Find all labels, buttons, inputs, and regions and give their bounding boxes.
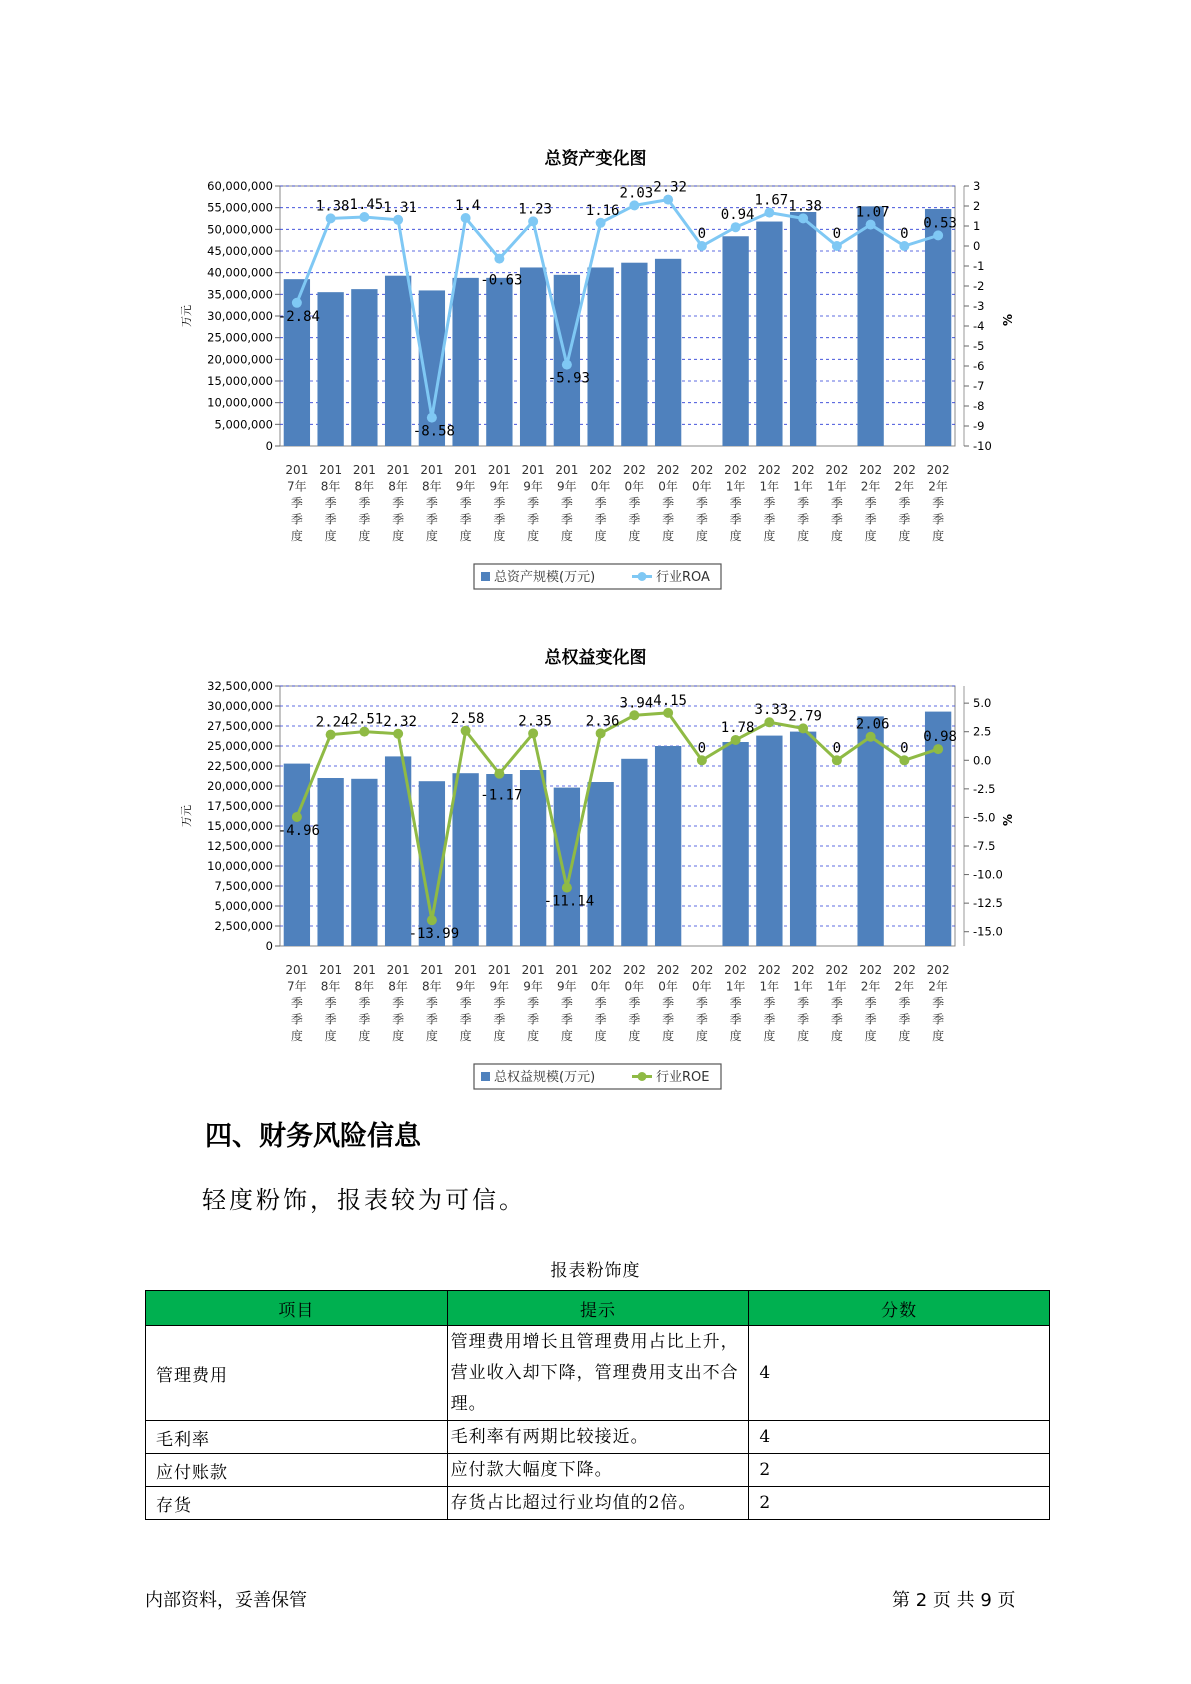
header-score: 分数 [749, 1291, 1050, 1326]
line-point [562, 360, 572, 370]
y2-tick-label: 0.0 [973, 753, 992, 768]
y-tick-label: 17,500,000 [207, 799, 273, 813]
data-label: 2.35 [518, 713, 552, 730]
x-tick-label: 201 9年季季度 [454, 463, 478, 543]
y2-tick-label: -10 [973, 439, 992, 453]
bar [587, 267, 613, 446]
data-label: 3.94 [619, 695, 654, 712]
x-tick-label: 201 9年季季度 [521, 463, 545, 543]
y2-tick-label: -7.5 [973, 839, 996, 853]
data-label: 1.67 [754, 192, 789, 209]
data-label: 3.33 [754, 702, 789, 719]
line-point [326, 730, 336, 740]
line-point [832, 755, 842, 765]
x-tick-label: 202 2年季季度 [926, 963, 950, 1043]
y2-tick-label: 5.0 [973, 696, 992, 711]
legend-bar-swatch [481, 572, 490, 581]
bar [655, 746, 681, 946]
row-score: 4 [749, 1326, 1050, 1421]
line-point [596, 728, 606, 738]
data-label: 0 [900, 226, 909, 242]
line-point [596, 218, 606, 228]
table-row [146, 1487, 1050, 1520]
data-label: 2.24 [315, 714, 350, 731]
row-hint: 管理费用增长且管理费用占比上升，营业收入却下降，管理费用支出不合理。 [447, 1326, 749, 1421]
y-tick-label: 20,000,000 [207, 779, 273, 793]
y-tick-label: 55,000,000 [207, 200, 273, 215]
line-point [663, 708, 673, 718]
x-tick-label: 202 1年季季度 [791, 463, 815, 543]
data-label: 1.38 [788, 198, 822, 215]
y-tick-label: 25,000,000 [207, 739, 273, 753]
y2-tick-label: -10.0 [973, 867, 1003, 882]
y-tick-label: 45,000,000 [207, 244, 273, 258]
bar [486, 278, 512, 446]
row-score: 2 [749, 1487, 1050, 1520]
data-label: 4.15 [653, 692, 687, 709]
y-tick-label: 30,000,000 [207, 309, 273, 323]
line-point [393, 215, 403, 225]
row-hint: 毛利率有两期比较接近。 [447, 1421, 749, 1454]
data-label: 0 [832, 226, 842, 242]
x-tick-label: 201 8年季季度 [352, 963, 376, 1043]
table-row [146, 1454, 1050, 1487]
x-tick-label: 202 0年季季度 [656, 463, 680, 543]
y-tick-label: 30,000,000 [207, 699, 273, 713]
line-point [393, 729, 403, 739]
y-tick-label: 5,000,000 [214, 899, 273, 913]
line-point [461, 726, 471, 736]
y2-tick-label: -9 [973, 419, 985, 433]
window-dressing-table [145, 1290, 1050, 1520]
bar [621, 759, 647, 946]
y-tick-label: 0 [265, 939, 273, 953]
y2-tick-label: 2 [973, 199, 981, 213]
y2-tick-label: 0 [973, 239, 981, 253]
row-score: 2 [749, 1454, 1050, 1487]
x-tick-label: 202 1年季季度 [825, 963, 849, 1043]
line-point [292, 298, 302, 308]
bar [790, 732, 816, 946]
data-label: 1.31 [383, 199, 417, 216]
x-tick-label: 201 9年季季度 [487, 463, 511, 543]
x-tick-label: 201 8年季季度 [420, 963, 444, 1043]
line-point [629, 200, 639, 210]
line-point [798, 723, 808, 733]
bar [554, 788, 580, 946]
y2-tick-label: 3 [973, 179, 981, 193]
data-label: 1.78 [720, 719, 755, 736]
data-label: -0.63 [480, 272, 523, 289]
x-tick-label: 202 0年季季度 [656, 963, 680, 1043]
bar [587, 782, 613, 946]
y-tick-label: 7,500,000 [214, 879, 273, 893]
data-label: 0.53 [923, 215, 957, 232]
x-tick-label: 202 1年季季度 [724, 963, 748, 1043]
y2-tick-label: -8 [973, 399, 985, 413]
data-label: 0 [697, 226, 707, 242]
bar [317, 292, 343, 446]
y-tick-label: 10,000,000 [207, 395, 273, 410]
bar [756, 222, 782, 446]
line-point [933, 230, 943, 240]
bar [722, 236, 748, 446]
table-row [146, 1326, 1050, 1421]
bar [351, 779, 377, 946]
row-item: 管理费用 [146, 1326, 448, 1421]
y-tick-label: 25,000,000 [207, 330, 273, 345]
x-tick-label: 201 9年季季度 [555, 463, 579, 543]
x-tick-label: 201 7年季季度 [285, 963, 309, 1043]
bar [351, 289, 377, 446]
x-tick-label: 201 7年季季度 [285, 463, 309, 543]
y2-tick-label: -12.5 [973, 896, 1003, 911]
bar [756, 736, 782, 946]
data-label: 1.07 [855, 204, 890, 221]
y-tick-label: 22,500,000 [207, 759, 273, 773]
y2-tick-label: -5.0 [973, 810, 996, 825]
y2-tick-label: -2 [973, 279, 985, 293]
data-label: -4.96 [277, 822, 320, 839]
x-tick-label: 202 0年季季度 [622, 463, 646, 543]
y-tick-label: 12,500,000 [207, 839, 273, 853]
y2-tick-label: -5 [973, 339, 985, 353]
data-label: 1.16 [585, 202, 620, 219]
table-caption: 报表粉饰度 [550, 1261, 641, 1281]
row-hint: 存货占比超过行业均值的2倍。 [447, 1487, 749, 1520]
line-point [832, 241, 842, 251]
y2-tick-label: -7 [973, 379, 985, 393]
x-tick-label: 202 2年季季度 [859, 463, 883, 543]
y-tick-label: 35,000,000 [207, 287, 273, 302]
y-tick-label: 0 [265, 439, 273, 453]
y-tick-label: 27,500,000 [207, 719, 273, 733]
data-label: 2.36 [585, 713, 620, 730]
bar [857, 716, 883, 946]
line-point [764, 208, 774, 218]
legend-bar-swatch [481, 1072, 490, 1081]
y-tick-label: 32,500,000 [207, 679, 273, 693]
x-tick-label: 202 1年季季度 [757, 463, 781, 543]
line-point [326, 213, 336, 223]
x-tick-label: 201 8年季季度 [352, 463, 376, 543]
data-label: 2.32 [653, 179, 687, 196]
summary-text: 轻度粉饰，报表较为可信。 [202, 1186, 526, 1214]
y-axis-label: 万元 [180, 305, 193, 327]
x-tick-label: 202 1年季季度 [724, 463, 748, 543]
legend-line-label: 行业ROA [656, 570, 710, 585]
header-item: 项目 [146, 1291, 448, 1326]
x-tick-label: 202 1年季季度 [757, 963, 781, 1043]
line-point [528, 728, 538, 738]
line-point [697, 755, 707, 765]
y-tick-label: 5,000,000 [214, 417, 273, 432]
data-label: -2.84 [277, 308, 320, 325]
data-label: 0 [697, 740, 707, 757]
x-tick-label: 202 0年季季度 [589, 463, 613, 543]
line-point [427, 413, 437, 423]
y-tick-label: 10,000,000 [207, 859, 273, 873]
line-point [528, 216, 538, 226]
x-tick-label: 201 9年季季度 [555, 963, 579, 1043]
legend-line-marker [638, 1072, 647, 1081]
x-tick-label: 201 9年季季度 [487, 963, 511, 1043]
data-label: 1.38 [315, 198, 350, 215]
line-point [494, 769, 504, 779]
legend-bar-label: 总权益规模(万元) [494, 1070, 596, 1085]
line-point [697, 241, 707, 251]
data-label: 0 [900, 740, 909, 757]
data-label: -11.14 [543, 893, 595, 910]
x-tick-label: 201 9年季季度 [521, 963, 545, 1043]
equity-chart [0, 676, 1191, 1126]
y2-tick-label: -6 [973, 359, 985, 373]
line-point [798, 213, 808, 223]
bar [925, 209, 951, 446]
bar [790, 212, 816, 446]
data-label: 2.32 [383, 713, 417, 730]
x-tick-label: 202 1年季季度 [825, 463, 849, 543]
data-label: 0 [832, 740, 842, 757]
bar [452, 278, 478, 446]
table-header-row [146, 1291, 1050, 1326]
row-item: 毛利率 [146, 1421, 448, 1454]
y-tick-label: 2,500,000 [214, 919, 273, 933]
data-label: 1.4 [454, 198, 481, 214]
row-hint: 应付款大幅度下降。 [447, 1454, 749, 1487]
data-label: 0.98 [923, 729, 957, 746]
row-item: 应付账款 [146, 1454, 448, 1487]
data-label: -1.17 [480, 787, 523, 804]
data-label: 2.79 [788, 708, 822, 725]
data-label: 2.58 [450, 710, 485, 727]
y-tick-label: 20,000,000 [207, 352, 273, 367]
data-label: 0.94 [720, 207, 755, 224]
line-point [899, 755, 909, 765]
line-point [629, 710, 639, 720]
data-label: 1.23 [518, 201, 552, 218]
line-point [562, 883, 572, 893]
data-label: 2.03 [619, 185, 654, 202]
table-row [146, 1421, 1050, 1454]
legend-bar-label: 总资产规模(万元) [494, 570, 596, 585]
y-tick-label: 50,000,000 [207, 222, 273, 237]
row-item: 存货 [146, 1487, 448, 1520]
y2-axis-label: % [1001, 813, 1015, 827]
x-tick-label: 202 2年季季度 [926, 463, 950, 543]
line-point [933, 744, 943, 754]
line-point [359, 212, 369, 222]
bar [385, 276, 411, 446]
line-point [494, 254, 504, 264]
y2-tick-label: -1 [973, 259, 985, 273]
header-hint: 提示 [447, 1291, 749, 1326]
y2-tick-label: 2.5 [973, 724, 992, 739]
y-tick-label: 15,000,000 [207, 374, 273, 388]
line-point [866, 732, 876, 742]
x-tick-label: 202 2年季季度 [892, 463, 916, 543]
data-label: -8.58 [412, 423, 455, 440]
line-point [427, 915, 437, 925]
line-point [764, 717, 774, 727]
x-tick-label: 202 2年季季度 [859, 963, 883, 1043]
line-point [866, 220, 876, 230]
y2-axis-label: % [1001, 313, 1015, 327]
line-point [292, 812, 302, 822]
page-number: 第 2 页 共 9 页 [892, 1590, 1016, 1611]
x-tick-label: 202 0年季季度 [589, 963, 613, 1043]
x-tick-label: 202 0年季季度 [690, 963, 714, 1043]
line-point [899, 241, 909, 251]
x-tick-label: 201 8年季季度 [420, 463, 444, 543]
data-label: -13.99 [408, 926, 460, 943]
bar [722, 742, 748, 946]
x-tick-label: 201 9年季季度 [454, 963, 478, 1043]
legend-line-label: 行业ROE [656, 1070, 710, 1085]
asset-chart-title: 总资产变化图 [544, 149, 647, 169]
footer-confidential: 内部资料，妥善保管 [145, 1590, 307, 1611]
x-tick-label: 202 2年季季度 [892, 963, 916, 1043]
asset-chart [0, 176, 1191, 626]
bar [621, 263, 647, 446]
y-tick-label: 40,000,000 [207, 265, 273, 280]
line-point [663, 195, 673, 205]
y2-tick-label: -3 [973, 299, 985, 313]
bar [520, 267, 546, 446]
x-tick-label: 202 0年季季度 [690, 463, 714, 543]
x-tick-label: 202 1年季季度 [791, 963, 815, 1043]
bar [655, 259, 681, 446]
legend-line-marker [638, 572, 647, 581]
y-axis-label: 万元 [180, 805, 193, 827]
data-label: 2.51 [349, 711, 384, 728]
x-tick-label: 202 0年季季度 [622, 963, 646, 1043]
bar [520, 770, 546, 946]
row-score: 4 [749, 1421, 1050, 1454]
bar [317, 778, 343, 946]
bar [452, 773, 478, 946]
y2-tick-label: 1 [973, 219, 981, 233]
section-heading: 四、财务风险信息 [205, 1121, 421, 1152]
bar [857, 206, 883, 446]
y-tick-label: 15,000,000 [207, 819, 273, 833]
y-tick-label: 60,000,000 [207, 179, 273, 193]
data-label: 1.45 [349, 197, 384, 213]
x-tick-label: 201 8年季季度 [319, 963, 343, 1043]
y2-tick-label: -4 [973, 319, 985, 333]
line-point [359, 727, 369, 737]
data-label: 2.06 [855, 716, 890, 733]
line-point [731, 222, 741, 232]
x-tick-label: 201 8年季季度 [386, 963, 410, 1043]
line-point [731, 735, 741, 745]
y2-tick-label: -2.5 [973, 781, 996, 796]
x-tick-label: 201 8年季季度 [319, 463, 343, 543]
y2-tick-label: -15.0 [973, 924, 1003, 939]
x-tick-label: 201 8年季季度 [386, 463, 410, 543]
equity-chart-title: 总权益变化图 [544, 648, 647, 668]
line-point [461, 213, 471, 223]
data-label: -5.93 [547, 370, 590, 387]
